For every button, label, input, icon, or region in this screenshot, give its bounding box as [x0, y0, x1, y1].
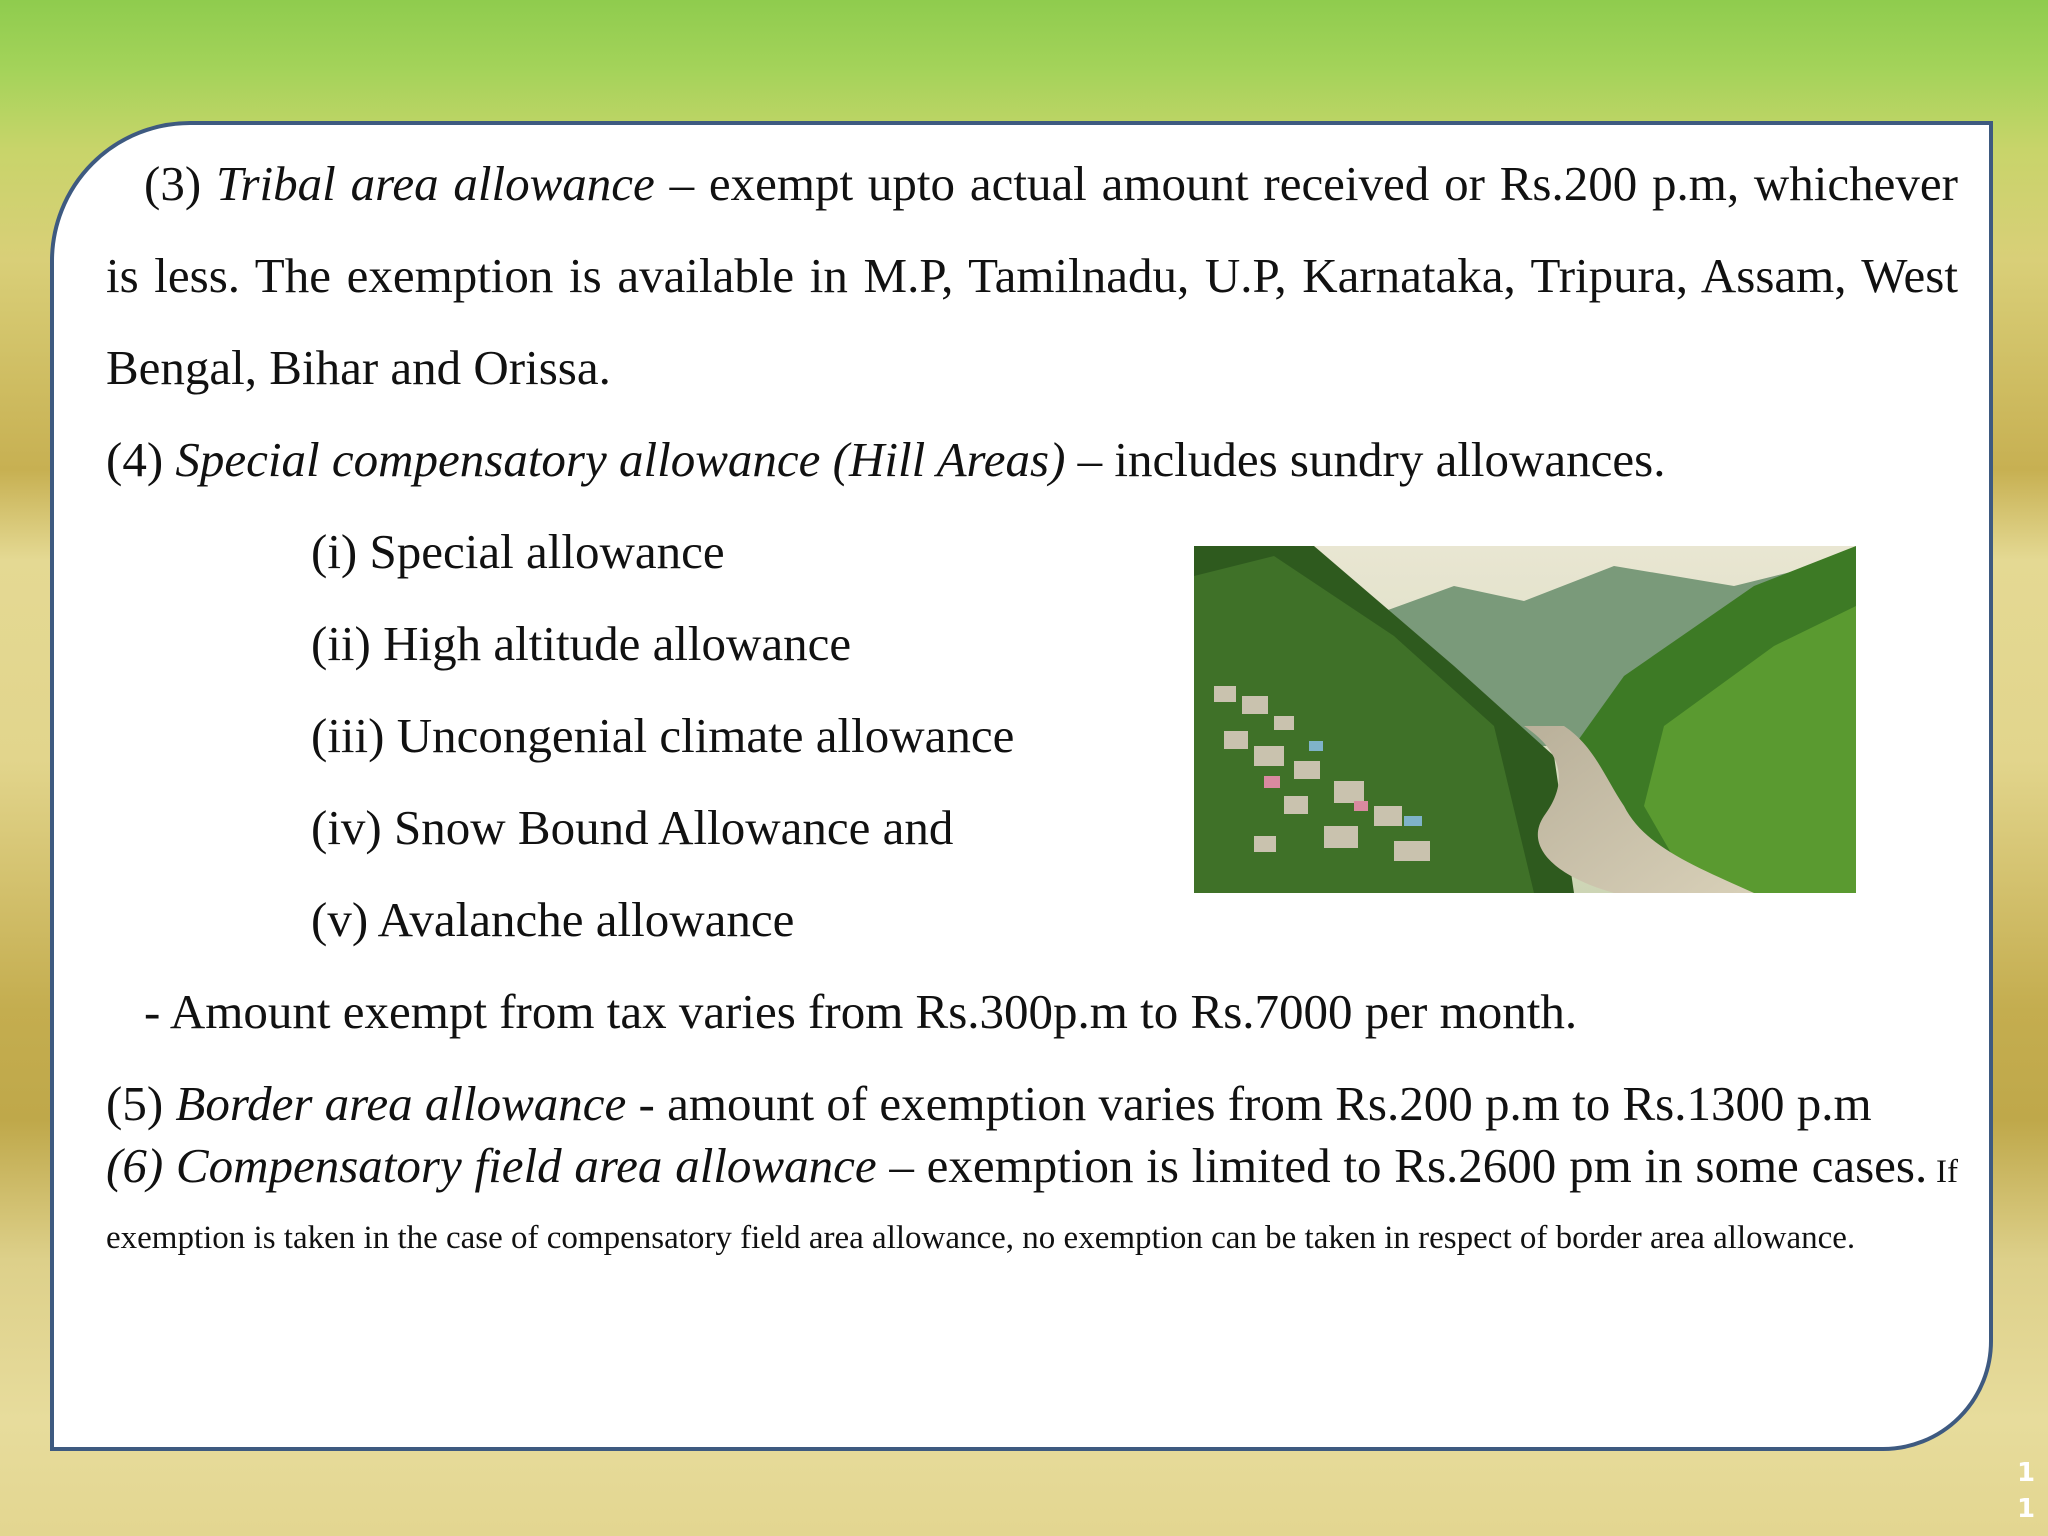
p3-title: Tribal area allowance [215, 156, 655, 211]
paragraph-6 [106, 1136, 1958, 1268]
page-number-digit: 1 [2016, 1458, 2036, 1488]
paragraph-3 [106, 138, 1958, 414]
list-item: (i) Special allowance [311, 524, 725, 579]
list-item: (iv) Snow Bound Allowance and [311, 800, 954, 855]
p4-prefix: (4) [106, 432, 176, 487]
list-item: (iii) Uncongenial climate allowance [311, 708, 1015, 763]
exempt-amount-note: - Amount exempt from tax varies from Rs.300p.m to Rs.7000 per month. [144, 984, 1578, 1039]
p6-title: (6) Compensatory field area allowance [106, 1138, 877, 1193]
p6-small-note: If exemption is taken in the case of compensatory field area allowance, no exemption can be taken in respect of border area allowance. [106, 1154, 1959, 1256]
page-number-digit: 1 [2016, 1494, 2036, 1524]
list-item: (ii) High altitude allowance [311, 616, 852, 671]
p5-prefix: (5) [106, 1076, 176, 1131]
p3-prefix: (3) [144, 156, 216, 211]
paragraph-4 [106, 414, 1958, 506]
p5-title: Border area allowance [175, 1076, 627, 1131]
p6-body: – exemption is limited to Rs.2600 pm in some cases. [876, 1138, 1928, 1193]
p4-title: Special compensatory allowance (Hill Areas) [175, 432, 1066, 487]
p5-body: - amount of exemption varies from Rs.200 p.m to Rs.1300 p.m [626, 1076, 1872, 1131]
list-item: (v) Avalanche allowance [311, 892, 795, 947]
page-number [2016, 1455, 2036, 1527]
p3-body: – exempt upto actual amount received or Rs.200 p.m, whichever is less. The exemption is available in M.P, Tamilnadu, U.P, Karnataka, Tripura, Assam, West Bengal, Bihar and Orissa. [106, 156, 1958, 395]
p4-body: – includes sundry allowances. [1065, 432, 1666, 487]
hill-area-photo [1194, 546, 1856, 893]
